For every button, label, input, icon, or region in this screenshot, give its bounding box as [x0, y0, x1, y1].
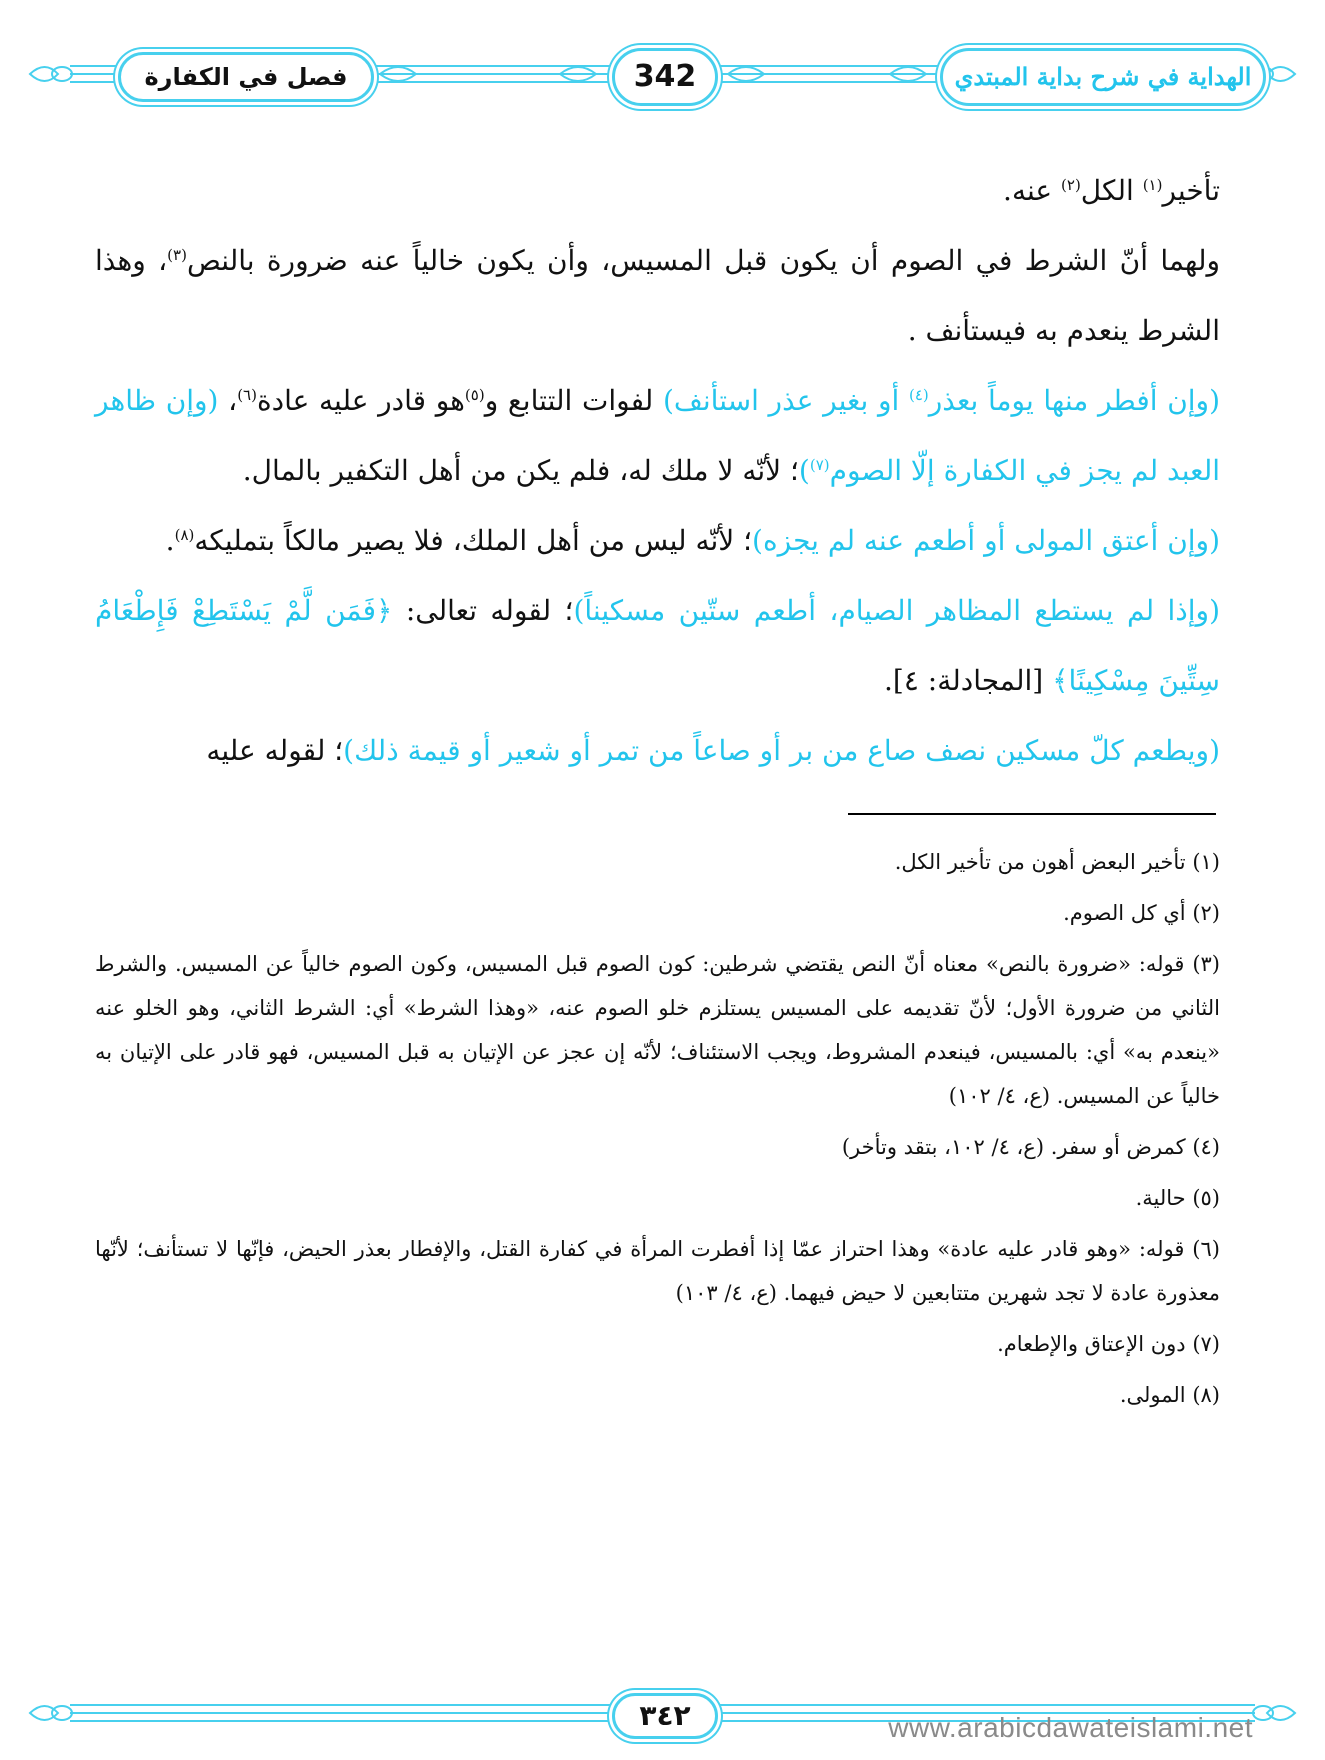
footnote-ref: (٥) — [464, 386, 485, 404]
paragraph-5: (وإذا لم يستطع المظاهر الصيام، أطعم ستّين مسكيناً)؛ لقوله تعالى: ﴿فَمَن لَّمْ يَسْتَطِعْ فَإِطْعَامُ سِتِّينَ مِسْكِينًا﴾ [المجادلة: ٤]. — [95, 594, 1221, 697]
footnote-ref: (٧) — [809, 456, 830, 474]
footer-page-number: ٣٤٢ — [612, 1693, 718, 1739]
matn-text: (ويطعم كلّ مسكين نصف صاع من بر أو صاعاً من تمر أو شعير أو قيمة ذلك) — [343, 734, 1220, 767]
footnote-6: (٦) قوله: «وهو قادر عليه عادة» وهذا احتراز عمّا إذا أفطرت المرأة في كفارة القتل، والإفطار بعذر الحيض، فإنّها لا تستأنف؛ لأنّها معذورة عادة لا تجد شهرين متتابعين لا حيض فيهما. (ع، ٤/ ١٠٣) — [95, 1237, 1220, 1305]
paragraph-3: (وإن أفطر منها يوماً بعذر$^{(٤)}$ أو بغير عذر استأنف) لفوات التتابع و$^{(٥)}$هو قادر عليه عادة$^{(٦)}$، (وإن ظاهر العبد لم يجز في الكفارة إلّا الصوم$^{(٧)}$)؛ لأنّه لا ملك له، فلم يكن من أهل التكفير بالمال. — [95, 384, 1220, 487]
paragraph-2: ولهما أنّ الشرط في الصوم أن يكون قبل المسيس، وأن يكون خالياً عنه ضرورة بالنص$^{(٣)}$، وهذا الشرط ينعدم به فيستأنف . — [95, 244, 1220, 347]
paragraph-1: تأخير$^{(١)}$ الكل$^{(٢)}$ عنه. — [1003, 174, 1220, 207]
matn-text: ) — [798, 454, 810, 487]
footnote-ref: (٣) — [167, 246, 187, 264]
matn-text: (وإذا لم يستطع المظاهر الصيام، أطعم ستّين مسكيناً) — [573, 594, 1221, 627]
main-text — [95, 156, 1220, 786]
book-title: الهداية في شرح بداية المبتدي — [940, 48, 1266, 106]
verse-reference: [المجادلة: ٤]. — [883, 664, 1053, 697]
footnote-ref: (٤) — [908, 386, 929, 404]
footnotes — [95, 840, 1220, 1424]
footnote-2: (٢) أي كل الصوم. — [1063, 901, 1220, 925]
footnote-ref: (١) — [1142, 176, 1163, 194]
footnote-7: (٧) دون الإعتاق والإطعام. — [997, 1332, 1220, 1356]
paragraph-6: (ويطعم كلّ مسكين نصف صاع من بر أو صاعاً من تمر أو شعير أو قيمة ذلك)؛ لقوله عليه — [206, 734, 1220, 767]
footnote-1: (١) تأخير البعض أهون من تأخير الكل. — [894, 850, 1220, 874]
chapter-title: فصل في الكفارة — [118, 52, 374, 102]
footnote-3: (٣) قوله: «ضرورة بالنص» معناه أنّ النص يقتضي شرطين: كون الصوم قبل المسيس، وكون الصوم خالياً عن المسيس. والشرط الثاني من ضرورة الأول؛ لأنّ تقديمه على المسيس يستلزم خلو الصوم عنه، «وهذا الشرط» أي: الشرط الثاني، وهو الخلو عنه «ينعدم به» أي: بالمسيس، فينعدم المشروط، ويجب الاستئناف؛ لأنّه إن عجز عن الإتيان به قبل المسيس، فهو قادر على الإتيان به خالياً عن المسيس. (ع، ٤/ ١٠٢) — [95, 952, 1220, 1108]
header-page-number: 342 — [612, 48, 718, 106]
page-header — [0, 0, 1325, 160]
paragraph-4: (وإن أعتق المولى أو أطعم عنه لم يجزه)؛ لأنّه ليس من أهل الملك، فلا يصير مالكاً بتمليكه$^{(٨)}$. — [165, 524, 1220, 557]
matn-text: أو بغير عذر استأنف) — [662, 384, 909, 417]
footnote-4: (٤) كمرض أو سفر. (ع، ٤/ ١٠٢، بتقد وتأخر) — [841, 1135, 1220, 1159]
matn-text: (وإن أفطر منها يوماً بعذر — [928, 384, 1220, 417]
footnote-ref: (٦) — [237, 386, 257, 404]
footnote-5: (٥) حالية. — [1135, 1186, 1220, 1210]
quran-verse: ﴿فَمَن لَّمْ يَسْتَطِعْ فَإِطْعَامُ سِتِّينَ مِسْكِينًا﴾ — [95, 594, 1220, 697]
footnote-8: (٨) المولى. — [1119, 1383, 1220, 1407]
footnote-ref: (٨) — [174, 526, 195, 544]
footnote-ref: (٢) — [1061, 176, 1081, 194]
footnote-divider — [848, 813, 1216, 815]
website-url: www.arabicdawateislami.net — [888, 1712, 1253, 1743]
matn-text: (وإن ظاهر العبد لم يجز في الكفارة إلّا الصوم — [95, 384, 1220, 487]
matn-text: (وإن أعتق المولى أو أطعم عنه لم يجزه) — [752, 524, 1220, 557]
